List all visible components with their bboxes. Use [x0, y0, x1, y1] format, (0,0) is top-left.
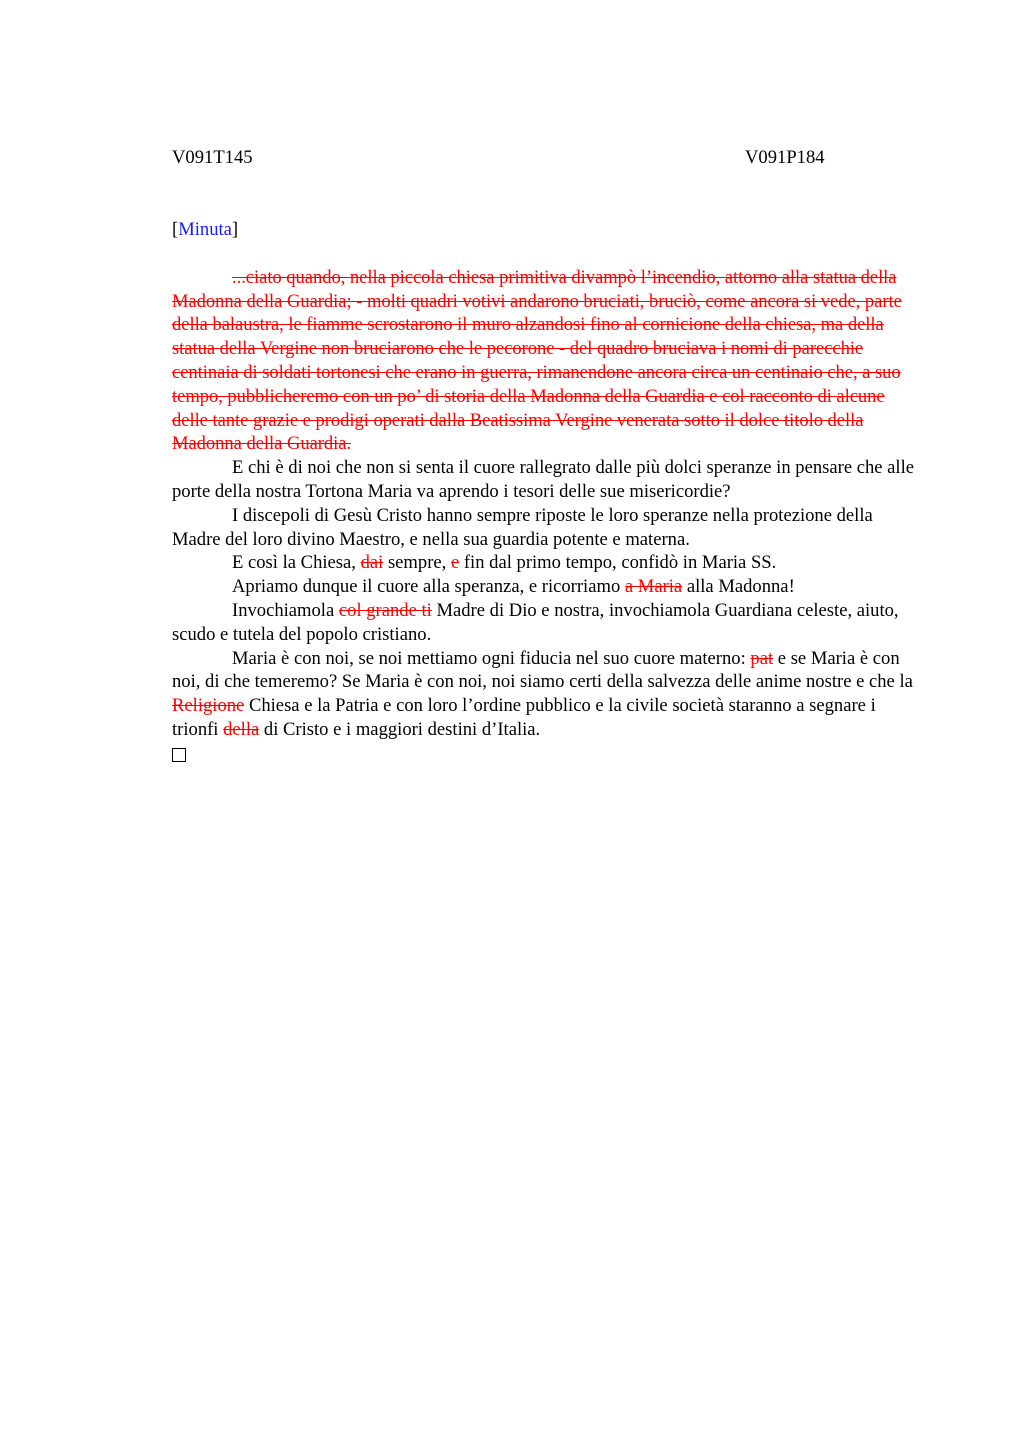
- paragraph-5: [172, 599, 924, 647]
- empty-square-icon: [172, 748, 186, 762]
- text-run: e se Maria è con noi, di che temeremo? Se Maria è con noi, noi siamo certi della salvezza delle anime nostre e che la: [172, 647, 913, 693]
- document-header: [172, 146, 924, 170]
- paragraph-2: I discepoli di Gesù Cristo hanno sempre riposte le loro speranze nella protezione della Madre del loro divino Maestro, e nella sua guardia potente e materna.: [172, 504, 873, 550]
- page-code: V091P184: [745, 147, 825, 168]
- deleted-word: pat: [750, 647, 774, 669]
- text-run: fin dal primo tempo, confidò in Maria SS.: [459, 552, 777, 574]
- text-run: Invochiamola: [232, 599, 339, 621]
- label-text: Minuta: [178, 219, 232, 240]
- deleted-paragraph: ...ciato quando, nella piccola chiesa primitiva divampò l’incendio, attorno alla statua della Madonna della Guardia; - molti quadri votivi andarono bruciati, bruciò, come ancora si vede, parte della balaustra, le fiamme scrostarono il muro alzandosi fino al cornicione della chiesa, ma della statua della Vergine non bruciarono che le pecorone - del quadro bruciava i nomi di parecchie centinaia di soldati tortonesi che erano in guerra, rimanendone ancora circa un centinaio che, a suo tempo, pubblicheremo con un po’ di storia della Madonna della Guardia e col racconto di alcune delle tante grazie e prodigi operati dalla Beatissima Vergine venerata sotto il dolce titolo della Madonna della Guardia.: [172, 266, 902, 455]
- document-page: [172, 146, 924, 769]
- label-close-bracket: ]: [231, 219, 239, 240]
- document-code: V091T145: [172, 147, 253, 168]
- deleted-word: Religione: [172, 695, 245, 717]
- paragraph-6: [172, 647, 924, 742]
- deleted-word: a Maria: [624, 576, 683, 598]
- text-run: alla Madonna!: [682, 576, 795, 598]
- paragraph-3: [172, 551, 924, 575]
- draft-label: [172, 218, 924, 242]
- text-run: Apriamo dunque il cuore alla speranza, e ricorriamo: [232, 576, 625, 598]
- paragraph-4: [172, 575, 924, 599]
- deleted-word: e: [450, 552, 460, 574]
- label-open-bracket: [: [172, 219, 179, 240]
- text-run: Chiesa e la Patria e con loro l’ordine pubblico e la civile società staranno a segnare i trionfi: [172, 695, 876, 740]
- text-run: di Cristo e i maggiori destini d’Italia.: [259, 718, 541, 740]
- paragraph-1: E chi è di noi che non si senta il cuore rallegrato dalle più dolci speranze in pensare che alle porte della nostra Tortona Maria va aprendo i tesori delle sue misericordie?: [172, 457, 915, 502]
- text-run: Maria è con noi, se noi mettiamo ogni fiducia nel suo cuore materno:: [232, 647, 751, 669]
- deleted-word: dai: [360, 552, 384, 574]
- text-run: sempre,: [383, 552, 451, 574]
- deleted-word: col grande ti: [338, 599, 432, 621]
- end-mark: [172, 742, 924, 769]
- deleted-word: della: [223, 718, 260, 740]
- text-run: Madre di Dio e nostra, invochiamola Guardiana celeste, aiuto, scudo e tutela del popolo cristiano.: [172, 599, 899, 645]
- text-run: E così la Chiesa,: [232, 552, 361, 574]
